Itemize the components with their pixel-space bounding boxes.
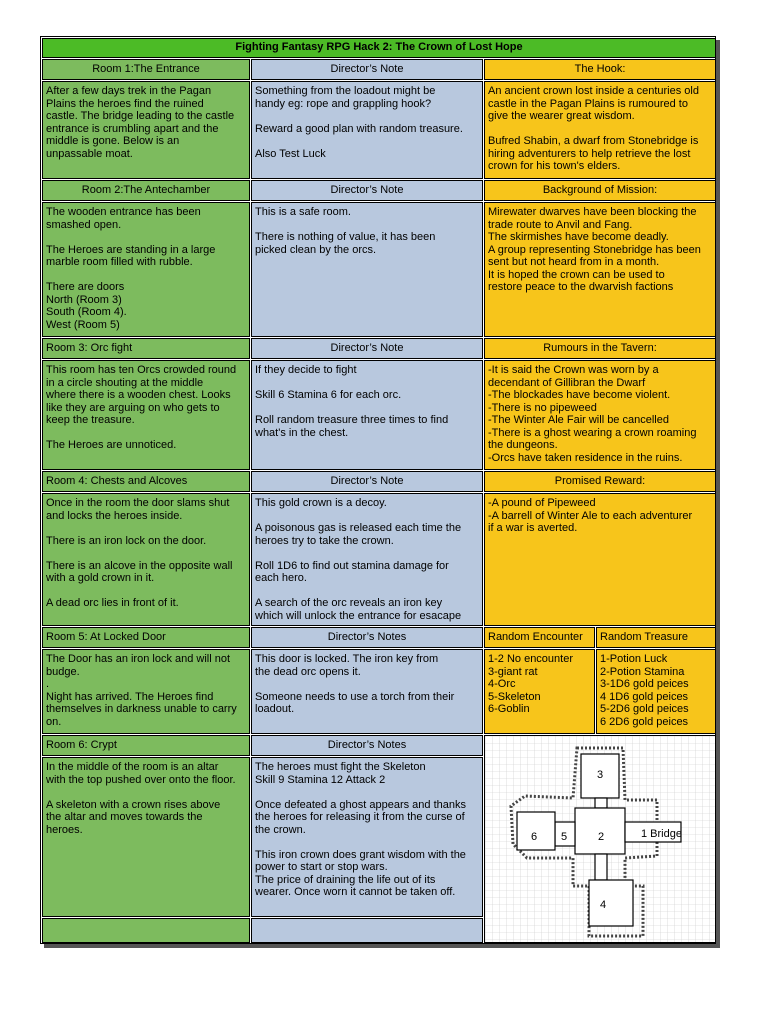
map-corridor-south	[595, 854, 607, 880]
text-line	[488, 123, 712, 136]
text-line: Skill 6 Stamina 6 for each orc.	[255, 389, 402, 401]
text-line: picked clean by the orcs.	[255, 243, 377, 256]
text-line: Once in the room the door slams shut	[46, 497, 230, 509]
text-line: the dungeons.	[488, 439, 558, 451]
room3-description	[42, 360, 250, 470]
document-sheet	[40, 36, 716, 944]
text-line: In the middle of the room is an altar	[46, 761, 219, 773]
text-line	[255, 585, 479, 598]
text-line: in a circle shouting at the middle	[46, 376, 204, 389]
text-line: entrance is crumbling apart and the	[46, 122, 219, 135]
map-label-3: 3	[597, 769, 604, 781]
text-line	[255, 836, 479, 849]
room5-note-header: Director’s Notes	[251, 627, 483, 648]
text-line: The wooden entrance has been	[46, 206, 201, 218]
text-line: This door is locked. The iron key from	[255, 653, 439, 665]
text-line: what's in the chest.	[255, 426, 349, 439]
text-line: Someone needs to use a torch from their	[255, 690, 455, 703]
text-line: if a war is averted.	[488, 522, 578, 534]
rumours-text	[484, 360, 716, 470]
room5-directors-note	[251, 649, 483, 734]
text-line: budge.	[46, 665, 80, 678]
rumours-header: Rumours in the Tavern:	[484, 338, 716, 359]
text-line: marble room filled with rubble.	[46, 256, 193, 268]
text-line: wearer. Once worn it cannot be taken off.	[255, 886, 456, 898]
text-line: There is an alcove in the opposite wall	[46, 559, 233, 572]
text-line: 1-2 No encounter	[488, 653, 573, 665]
text-line: Once defeated a ghost appears and thanks	[255, 798, 466, 811]
text-line: Roll 1D6 to find out stamina damage for	[255, 559, 449, 572]
encounter-header: Random Encounter	[484, 627, 595, 648]
map-room-4	[589, 880, 633, 926]
room1-directors-note	[251, 81, 483, 179]
room6-note-header: Director’s Notes	[251, 735, 483, 756]
hook-header: The Hook:	[484, 59, 716, 80]
room5-description	[42, 649, 250, 734]
text-line: sent but not heard from in a month.	[488, 256, 660, 268]
text-line: This gold crown is a decoy.	[255, 497, 387, 509]
text-line: restore peace to the dwarvish factions	[488, 281, 674, 293]
text-line: The Heroes are standing in a large	[46, 243, 216, 256]
text-line: .	[46, 678, 50, 690]
text-line: where there is a wooden chest. Looks	[46, 389, 231, 401]
text-line: This iron crown does grant wisdom with the	[255, 848, 466, 861]
room3-header: Room 3: Orc fight	[42, 338, 250, 359]
text-line: North (Room 3)	[46, 293, 122, 306]
reward-text	[484, 493, 716, 626]
room3-directors-note	[251, 360, 483, 470]
room6-header: Room 6: Crypt	[42, 735, 250, 756]
text-line: -It is said the Crown was worn by a	[488, 364, 659, 376]
hook-text	[484, 81, 716, 179]
text-line	[255, 678, 479, 691]
text-line: smashed open.	[46, 218, 122, 231]
room4-directors-note	[251, 493, 483, 626]
note-footer-spacer	[251, 918, 483, 943]
text-line: After a few days trek in the Pagan	[46, 85, 212, 97]
treasure-table	[596, 649, 716, 734]
text-line: The heroes must fight the Skeleton	[255, 761, 426, 773]
room2-header: Room 2:The Antechamber	[42, 180, 250, 201]
text-line	[46, 547, 246, 560]
text-line	[46, 427, 246, 440]
map-label-4: 4	[600, 899, 607, 911]
text-line	[255, 510, 479, 523]
text-line: Reward a good plan with random treasure.	[255, 122, 463, 135]
text-line: the crown.	[255, 823, 306, 836]
text-line	[255, 786, 479, 799]
text-line: castle. The bridge leading to the castle	[46, 110, 235, 122]
text-line: middle is gone. Below is an	[46, 135, 180, 147]
room4-note-header: Director’s Note	[251, 471, 483, 492]
room4-header: Room 4: Chests and Alcoves	[42, 471, 250, 492]
text-line: A group representing Stonebridge has been	[488, 243, 701, 256]
reward-header: Promised Reward:	[484, 471, 716, 492]
text-line	[46, 786, 246, 799]
room2-directors-note	[251, 202, 483, 337]
room2-description	[42, 202, 250, 337]
text-line: 6-Goblin	[488, 703, 530, 715]
text-line: -Orcs have taken residence in the ruins.	[488, 451, 683, 464]
text-line: loadout.	[255, 703, 295, 715]
text-line: keep the treasure.	[46, 414, 135, 426]
text-line: There is an iron lock on the door.	[46, 534, 207, 547]
text-line: 3-1D6 gold peices	[600, 678, 689, 690]
text-line: 1-Potion Luck	[600, 653, 668, 665]
text-line: This is a safe room.	[255, 206, 351, 218]
room6-description	[42, 757, 250, 917]
text-line: give the wearer great wisdom.	[488, 110, 635, 122]
room1-note-header: Director’s Note	[251, 59, 483, 80]
text-line: themselves in darkness unable to carry	[46, 703, 237, 715]
room3-note-header: Director’s Note	[251, 338, 483, 359]
text-line: The price of draining the life out of its	[255, 873, 436, 886]
text-line: on.	[46, 715, 62, 728]
room6-footer-spacer	[42, 918, 250, 943]
text-line: each hero.	[255, 572, 307, 584]
text-line: Plains the heroes find the ruined	[46, 97, 204, 110]
document-title: Fighting Fantasy RPG Hack 2: The Crown of Lost Hope	[42, 38, 716, 58]
text-line: The skirmishes have become deadly.	[488, 231, 669, 243]
background-text	[484, 202, 716, 337]
text-line	[46, 522, 246, 535]
text-line: West (Room 5)	[46, 318, 120, 331]
text-line: There are doors	[46, 281, 125, 293]
text-line: Bufred Shabin, a dwarf from Stonebridge is	[488, 135, 699, 147]
room2-note-header: Director’s Note	[251, 180, 483, 201]
text-line: power to start or stop wars.	[255, 861, 388, 873]
text-line: A search of the orc reveals an iron key	[255, 597, 443, 609]
text-line: South (Room 4).	[46, 306, 127, 318]
room1-header: Room 1:The Entrance	[42, 59, 250, 80]
text-line	[255, 110, 479, 123]
room1-description	[42, 81, 250, 179]
text-line: like they are arguing on who gets to	[46, 401, 220, 414]
treasure-header: Random Treasure	[596, 627, 716, 648]
text-line: heroes.	[46, 823, 83, 836]
text-line: -The blockades have become violent.	[488, 389, 671, 401]
text-line: castle in the Pagan Plains is rumoured to	[488, 97, 688, 110]
dungeon-map	[484, 735, 716, 943]
text-line: A dead orc lies in front of it.	[46, 597, 179, 609]
text-line: The Heroes are unnoticed.	[46, 439, 177, 451]
text-line: If they decide to fight	[255, 364, 357, 376]
text-line: decendant of Gillibran the Dwarf	[488, 376, 646, 389]
text-line: -There is a ghost wearing a crown roaming	[488, 426, 697, 439]
room5-header: Room 5: At Locked Door	[42, 627, 250, 648]
text-line	[255, 219, 479, 232]
map-label-2: 2	[598, 831, 605, 843]
text-line	[46, 231, 246, 244]
text-line: hiring adventurers to help retrieve the lost	[488, 147, 691, 160]
text-line: 5-Skeleton	[488, 690, 541, 703]
text-line: 5-2D6 gold peices	[600, 703, 689, 715]
text-line	[46, 269, 246, 282]
room4-description	[42, 493, 250, 626]
text-line: trade route to Anvil and Fang.	[488, 218, 633, 231]
text-line	[255, 135, 479, 148]
text-line: 3-giant rat	[488, 665, 538, 678]
text-line: 4 1D6 gold peices	[600, 690, 689, 703]
text-line	[255, 402, 479, 415]
text-line: crown for his town's elders.	[488, 160, 621, 172]
text-line: Also Test Luck	[255, 147, 326, 160]
text-line: the dead orc opens it.	[255, 665, 361, 678]
text-line: 4-Orc	[488, 678, 516, 690]
text-line: handy eg: rope and grappling hook?	[255, 97, 432, 110]
text-line: with the top pushed over onto the floor.	[46, 773, 236, 786]
text-line: Mirewater dwarves have been blocking the	[488, 206, 697, 218]
map-label-1: 1 Bridge	[641, 828, 682, 840]
text-line	[46, 585, 246, 598]
text-line: Roll random treasure three times to find	[255, 414, 449, 426]
text-line: This room has ten Orcs crowded round	[46, 364, 237, 376]
text-line: 6 2D6 gold peices	[600, 715, 689, 728]
text-line: -There is no pipeweed	[488, 401, 597, 414]
text-line: Night has arrived. The Heroes find	[46, 690, 214, 703]
map-corridor-north	[595, 798, 607, 808]
background-header: Background of Mission:	[484, 180, 716, 201]
text-line: A skeleton with a crown rises above	[46, 798, 221, 811]
text-line	[255, 377, 479, 390]
text-line: There is nothing of value, it has been	[255, 231, 436, 243]
text-line: The Door has an iron lock and will not	[46, 653, 231, 665]
text-line: -A barrell of Winter Ale to each adventurer	[488, 509, 693, 522]
text-line: Skill 9 Stamina 12 Attack 2	[255, 773, 386, 786]
text-line: with a gold crown in it.	[46, 572, 155, 584]
text-line: unpassable moat.	[46, 147, 133, 160]
text-line: -A pound of Pipeweed	[488, 497, 596, 509]
text-line: A poisonous gas is released each time the	[255, 522, 462, 534]
text-line	[255, 547, 479, 560]
room6-directors-note	[251, 757, 483, 917]
text-line: which will unlock the entrance for esacape	[255, 609, 462, 622]
encounter-table	[484, 649, 595, 734]
text-line: Something from the loadout might be	[255, 85, 436, 97]
text-line: -The Winter Ale Fair will be cancelled	[488, 414, 669, 426]
text-line: It is hoped the crown can be used to	[488, 268, 665, 281]
text-line: heroes try to take the crown.	[255, 534, 394, 547]
text-line: 2-Potion Stamina	[600, 665, 685, 678]
map-label-5: 5	[561, 831, 568, 843]
text-line: the altar and moves towards the	[46, 811, 203, 823]
text-line: the heroes for releasing it from the curse of	[255, 811, 465, 823]
text-line: An ancient crown lost inside a centuries old	[488, 85, 699, 97]
dungeon-map-drawing	[485, 736, 715, 942]
text-line: and locks the heroes inside.	[46, 509, 183, 522]
map-label-6: 6	[531, 831, 538, 843]
